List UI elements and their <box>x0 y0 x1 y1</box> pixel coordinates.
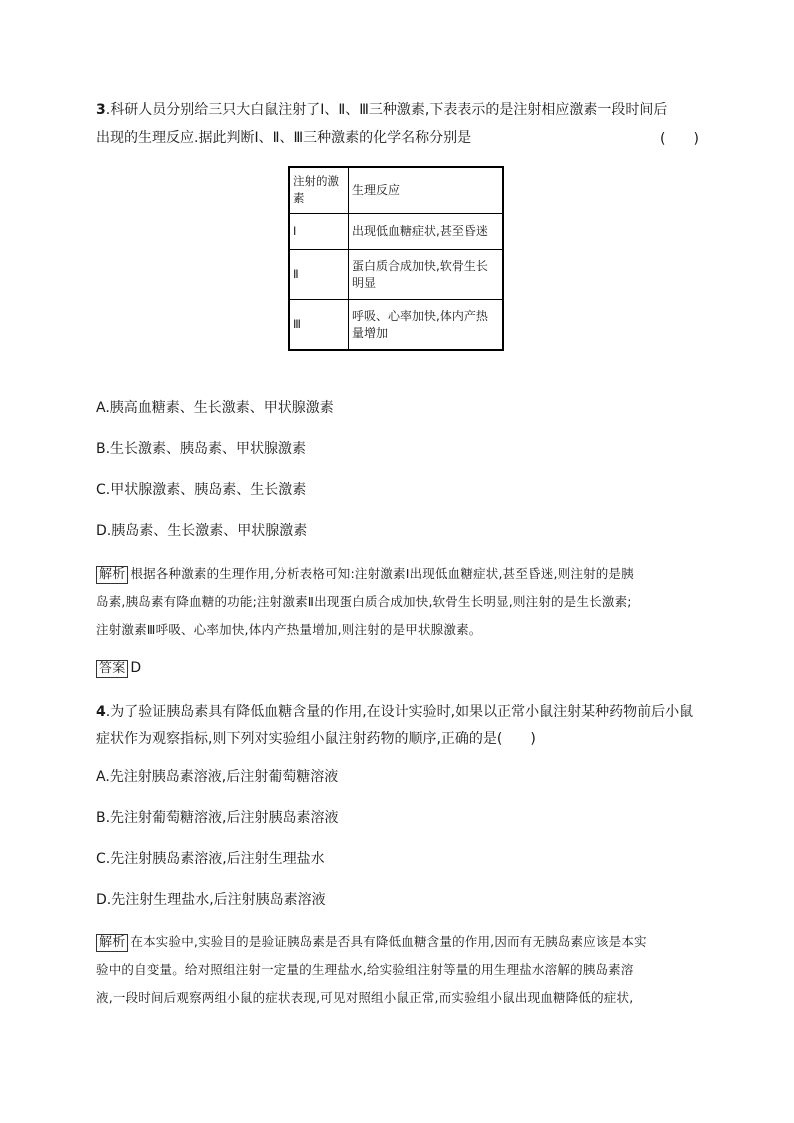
table-cell: 蛋白质合成加快,软骨生长明显 <box>349 249 504 299</box>
q3-option-c: C.甲状腺激素、胰岛素、生长激素 <box>96 482 307 498</box>
q3-stem-line2: 出现的生理反应.据此判断Ⅰ、Ⅱ、Ⅲ三种激素的化学名称分别是 <box>96 130 472 146</box>
table-row <box>289 213 503 249</box>
q4-analysis-line1 <box>96 932 647 952</box>
q4-stem-line1 <box>96 702 693 722</box>
q3-option-a: A.胰高血糖素、生长激素、甲状腺激素 <box>96 400 334 416</box>
q3-option-d: D.胰岛素、生长激素、甲状腺激素 <box>96 523 308 539</box>
q3-answer-paren: ( ) <box>660 131 699 147</box>
q3-answer-tag: 答案 <box>96 660 128 678</box>
q4-option-a: A.先注射胰岛素溶液,后注射葡萄糖溶液 <box>96 769 339 785</box>
table-row <box>289 300 503 350</box>
q4-analysis-text1: 在本实验中,实验目的是验证胰岛素是否具有降低血糖含量的作用,因而有无胰岛素应该是本实 <box>130 934 647 949</box>
table-row <box>289 249 503 299</box>
q3-analysis-tag: 解析 <box>96 566 128 584</box>
table-header-reaction: 生理反应 <box>349 167 504 213</box>
q3-number: 3 <box>96 102 106 118</box>
table-cell: Ⅲ <box>289 300 349 350</box>
q3-stem-line1 <box>96 100 667 120</box>
q4-analysis-tag: 解析 <box>96 934 128 952</box>
q3-answer-line <box>96 658 141 678</box>
table-cell: Ⅱ <box>289 249 349 299</box>
table-header-hormone: 注射的激素 <box>289 167 349 213</box>
q4-option-b: B.先注射葡萄糖溶液,后注射胰岛素溶液 <box>96 810 339 826</box>
table-cell: Ⅰ <box>289 213 349 249</box>
q4-analysis-line3: 液,一段时间后观察两组小鼠的症状表现,可见对照组小鼠正常,而实验组小鼠出现血糖降低的症状, <box>96 990 634 1005</box>
q3-analysis-line2: 岛素,胰岛素有降血糖的功能;注射激素Ⅱ出现蛋白质合成加快,软骨生长明显,则注射的是生长激素; <box>96 594 632 609</box>
hormone-table <box>288 166 504 351</box>
q3-analysis-line1 <box>96 564 634 584</box>
q3-option-b: B.生长激素、胰岛素、甲状腺激素 <box>96 441 307 457</box>
q3-stem-text1: .科研人员分别给三只大白鼠注射了Ⅰ、Ⅱ、Ⅲ三种激素,下表表示的是注射相应激素一段时间后 <box>105 102 668 118</box>
q4-stem-text1: .为了验证胰岛素具有降低血糖含量的作用,在设计实验时,如果以正常小鼠注射某种药物前后小鼠 <box>105 704 694 720</box>
q3-analysis-line3: 注射激素Ⅲ呼吸、心率加快,体内产热量增加,则注射的是甲状腺激素。 <box>96 622 482 637</box>
q3-answer-value: D <box>130 660 142 676</box>
q4-option-d: D.先注射生理盐水,后注射胰岛素溶液 <box>96 892 326 908</box>
q3-analysis-text1: 根据各种激素的生理作用,分析表格可知:注射激素Ⅰ出现低血糖症状,甚至昏迷,则注射的是胰 <box>130 566 634 581</box>
table-cell: 出现低血糖症状,甚至昏迷 <box>349 213 504 249</box>
q4-analysis-line2: 验中的自变量。给对照组注射一定量的生理盐水,给实验组注射等量的用生理盐水溶解的胰岛素溶 <box>96 962 634 977</box>
table-header-row <box>289 167 503 213</box>
table-cell: 呼吸、心率加快,体内产热量增加 <box>349 300 504 350</box>
q4-stem-line2: 症状作为观察指标,则下列对实验组小鼠注射药物的顺序,正确的是( ) <box>96 731 536 747</box>
q4-option-c: C.先注射胰岛素溶液,后注射生理盐水 <box>96 851 325 867</box>
q4-number: 4 <box>96 704 106 720</box>
